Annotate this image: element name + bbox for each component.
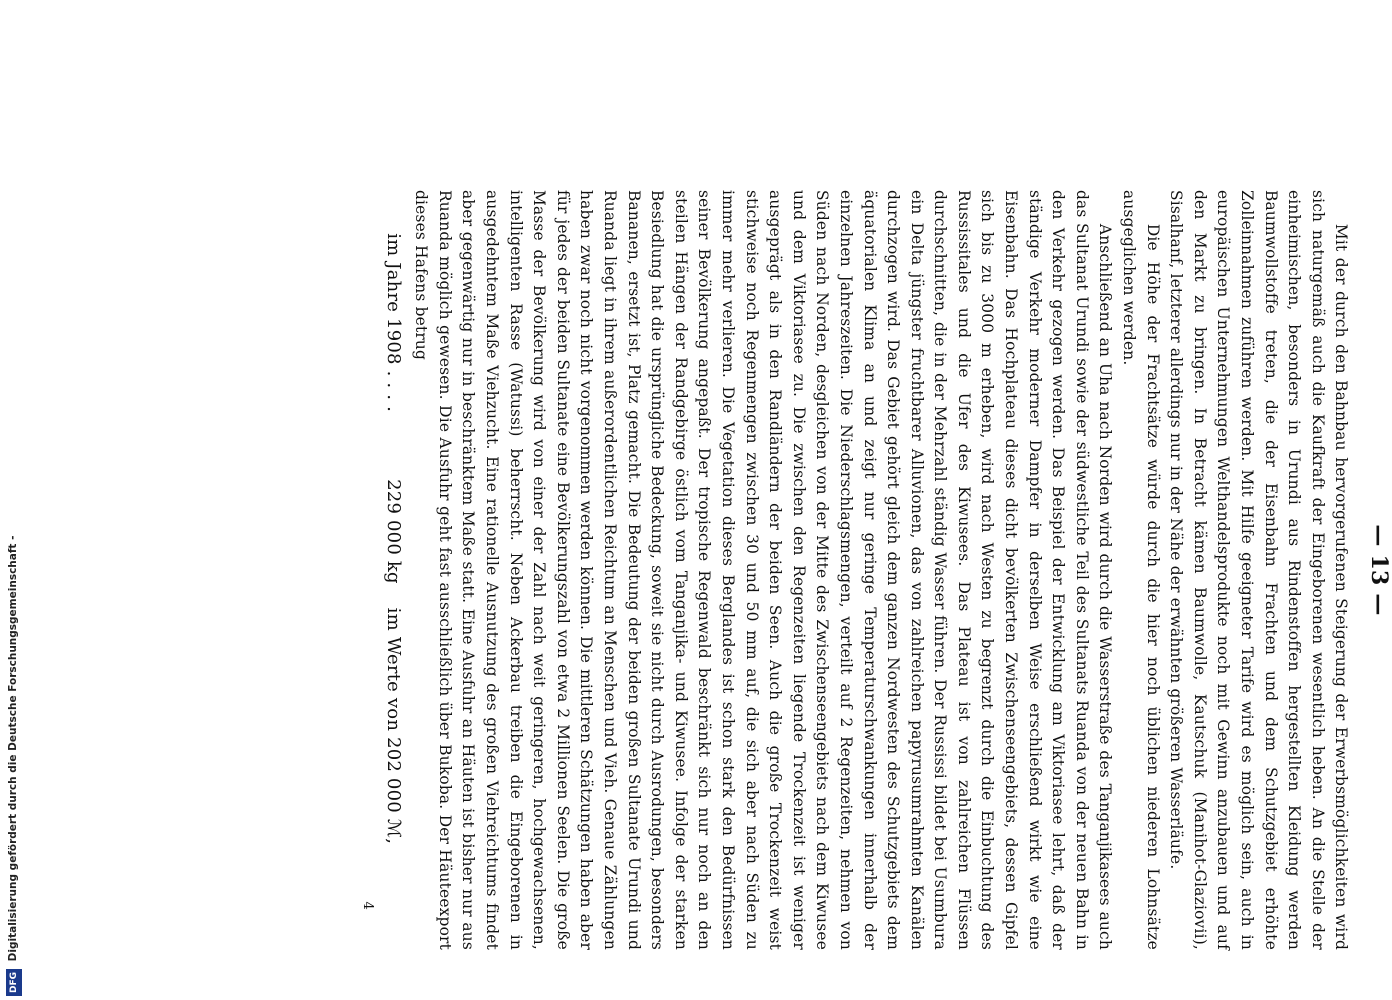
digitization-credit bbox=[6, 535, 20, 996]
stat-prefix: im Jahre 1908 . . . . bbox=[382, 233, 404, 413]
rotated-text-block bbox=[330, 190, 1390, 950]
page-number: — 13 — bbox=[1366, 524, 1392, 616]
paragraph-3: Anschließend an Uha nach Norden wird durch die Wasserstraße des Tanganjikasees auch das Sultanat Urundi sowie der südwestliche Teil des Sultanats Ruanda von der neuen Bahn in den Verkehr gezogen werden. Das Beispiel der Entwicklung am Viktoriasee lehrt, daß der ständige Verkehr moderner Dampfer in derselben Weise erschließend wirkt wie eine Eisenbahn. Das Hochplateau dieses dicht bevölkerten Zwischenseengebiets, dessen Gipfel sich bis zu 3000 m erheben, wird nach Westen zu begrenzt durch die Einbuchtung des Russissitales und die Ufer des Kiwusees. Das Plateau ist von zahlreichen Flüssen durchschnitten, die in der Mehrzahl ständig Wasser führen. Der Russissi bildet bei Usumbura ein Delta jüngster fruchtbarer Alluvionen, das von zahlreichen papyrusumrahmten Kanälen durchzogen wird. Das Gebiet gehört gleich dem ganzen Nordwesten des Schutzgebiets dem äquatorialen Klima an und zeigt nur geringe Temperaturschwankungen innerhalb der einzelnen Jahreszeiten. Die Niederschlagsmengen, verteilt auf 2 Regenzeiten, nehmen von Süden nach Norden, desgleichen von der Mitte des Zwischenseengebiets nach dem Kiwusee und dem Viktoriasee zu. Die zwischen den Regenzeiten liegende Trockenzeit ist weniger ausgeprägt als in den Randländern der beiden Seen. Auch die große Trockenzeit weist stichweise noch Regenmengen zwischen 30 und 50 mm auf, die sich aber nach Süden zu immer mehr verlieren. Die Vegetation dieses Berglandes ist schon stark den Bedürfnissen seiner Bevölkerung angepaßt. Der tropische Regenwald beschränkt sich nur noch an den steilen Hängen der Randgebirge östlich vom Tanganjika- und Kiwusee. Infolge der starken Besiedlung hat die ursprüngliche Bedeckung, soweit sie nicht durch Ausrodungen, besonders Bananen, ersetzt ist, Platz gemacht. Die Bedeutung der beiden großen Sultanate Urundi und Ruanda liegt in ihrem außerordentlichen Reichtum an Menschen und Vieh. Genaue Zählungen haben zwar noch nicht vorgenommen werden können. Die mittleren Schätzungen haben aber für jedes der beiden Sultanate eine Bevölkerungszahl von etwa 2 Millionen Seelen. Die große Masse der Bevölkerung wird von einer der Zahl nach weit geringeren, hochgewachsenen, intelligenten Rasse (Watussi) beherrscht. Neben Ackerbau treiben die Eingeborenen in ausgedehntem Maße Viehzucht. Eine rationelle Ausnutzung des großen Viehreichtums findet aber gegenwärtig nur in beschränktem Maße statt. Eine Ausfuhr an Häuten ist bisher nur aus Ruanda möglich gewesen. Die Ausfuhr geht fast ausschließlich über Bukoba. Der Häuteexport dieses Hafens betrug bbox=[412, 190, 1115, 950]
document-page bbox=[210, 90, 1392, 950]
credit-text-row bbox=[6, 535, 20, 996]
signature-mark: 4 bbox=[360, 901, 376, 910]
stat-amount: 229 000 kg bbox=[382, 479, 404, 584]
stat-suffix: im Werte von 202 000 ℳ, bbox=[382, 607, 404, 845]
export-statistic-line bbox=[381, 190, 405, 950]
credit-label: Digitalisierung gefördert durch die Deutsche Forschungsgemeinschaft - bbox=[7, 535, 19, 962]
dfg-logo-icon: DFG bbox=[6, 969, 22, 996]
paragraph-1: Mit der durch den Bahnbau hervorgerufenen Steigerung der Erwerbsmöglichkeiten wird sich naturgemäß auch die Kaufkraft der Eingeborenen wesentlich heben. An die Stelle der einheimischen, besonders in Urundi aus Rindenstoffen hergestellten Kleidung werden Baumwollstoffe treten, die der Eisenbahn Frachten und dem Schutzgebiet erhöhte Zolleinnahmen zuführen werden. Mit Hilfe geeigneter Tarife wird es möglich sein, auch in europäischen Unternehmungen Welthandelsprodukte noch mit Gewinn anzubauen und auf den Markt zu bringen. In Betracht kämen Baumwolle, Kautschuk (Manihot-Glaziovii), Sisalhanf, letzterer allerdings nur in der Nähe der erwähnten größeren Wasserläufe. bbox=[1167, 190, 1351, 950]
paragraph-2: Die Höhe der Frachtsätze würde durch die hier noch üblichen niederen Lohnsätze ausgeglichen werden. bbox=[1120, 190, 1162, 950]
